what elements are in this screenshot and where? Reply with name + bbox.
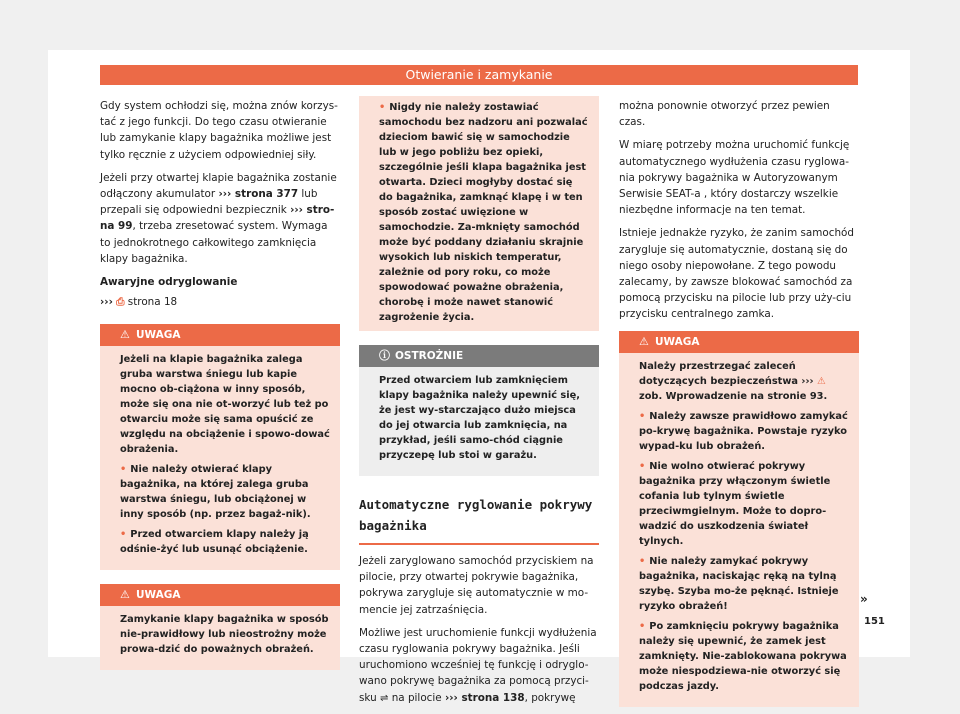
page-header: Otwieranie i zamykanie — [100, 65, 858, 85]
column-1 — [100, 98, 340, 670]
column-2 — [359, 98, 599, 714]
column-3 — [619, 98, 859, 707]
warning-triangle-icon: ⚠ — [120, 588, 130, 602]
warning-triangle-icon: ⚠ — [816, 375, 826, 387]
warning-continuation: • Nigdy nie należy zostawiać samochodu bez nadzoru ani pozwalać dzieciom bawić się w samochodzie lub w jego pobliżu bez opieki, szczególnie jeśli klapa bagażnika jest otwarta. Dzieci mogłyby dostać się do bagażnika, zamknąć klapę i w ten sposób zostać uwięzione w samochodzie. Za-mknięty samochód może być poddany działaniu skrajnie wysokich lub niskich temperatur, zależnie od pory roku, co może spowodować poważne obrażenia, chorobę i może nawet stanowić zagrożenie życia. — [359, 96, 599, 331]
paragraph: Możliwe jest uruchomienie funkcji wydłużenia czasu ryglowania pokrywy bagażnika. Jeśli uruchomiono wcześniej tę funkcję i odryglo-wano pokrywę bagażnika za pomocą przyci-sku ⇌ na pilocie ››› strona 138, pokrywę — [359, 626, 597, 704]
page-ref-link[interactable]: ››› strona 138 — [444, 691, 525, 704]
warning-header: ⚠ UWAGA — [100, 584, 340, 606]
caution-header: ⓘ OSTROŻNIE — [359, 345, 599, 367]
paragraph: Gdy system ochłodzi się, można znów korzys-tać z jego funkcji. Do tego czasu otwieranie lub zamykanie klapy bagażnika możliwe jest tylko ręcznie z użyciem odpowiedniej siły. — [100, 100, 338, 161]
page-number: 151 — [864, 616, 885, 627]
subheading: Awaryjne odryglowanie — [100, 276, 238, 289]
unlock-button-icon: ⇌ — [380, 692, 389, 704]
paragraph: można ponownie otworzyć przez pewien czas. — [619, 100, 830, 129]
page-ref-link[interactable]: ››› stro-na 99 — [100, 204, 335, 233]
page-ref-link[interactable]: ››› — [801, 375, 814, 387]
warning-header: ⚠ UWAGA — [619, 331, 859, 353]
warning-box: ⚠ UWAGA Należy przestrzegać zaleceń dotyczących bezpieczeństwa ››› ⚠ zob. Wprowadzenie na stronie 93. • Należy zawsze prawidłowo zamykać po-krywę bagażnika. Powstaje ryzyko wypad-ku lub obrażeń. • Nie wolno otwierać pokrywy bagażnika przy włączonym świetle cofania lub tylnym świetle przeciwmgielnym. Może to dopro-wadzić do uszkodzenia świateł tylnych. • Nie należy zamykać pokrywy bagażnika, naciskając ręką na tylną szybę. Szyba mo-że pęknąć. Istnieje ryzyko obrażeń! • Po zamknięciu pokrywy bagażnika należy się upewnić, że zamek jest zamknięty. Nie-zablokowana pokrywa może niespodziewa-nie otworzyć się podczas jazdy. — [619, 331, 859, 707]
paragraph: W miarę potrzeby można uruchomić funkcję automatycznego wydłużenia czasu ryglowa-nia pokrywy bagażnika w Autoryzowanym Serwisie SEAT-a , który dostarczy wszelkie niezbędne informacje na ten temat. — [619, 139, 850, 217]
ref-line[interactable]: ››› ⎙ strona 18 — [100, 296, 178, 309]
warning-box: ⚠ UWAGA Jeżeli na klapie bagażnika zalega gruba warstwa śniegu lub kapie mocno ob-ciążona w inny sposób, może się ona nie ot-worzyć lub też po otwarciu może się sama opuścić ze względu na obciążenie i spowo-dować obrażenia. • Nie należy otwierać klapy bagażnika, na której zalega gruba warstwa śniegu, lub obciążonej w inny sposób (np. przez bagaż-nik). • Przed otwarciem klapy należy ją odśnie-żyć lub usunąć obciążenie. — [100, 324, 340, 570]
info-circle-icon: ⓘ — [379, 349, 390, 362]
car-trunk-icon: ⎙ — [116, 296, 125, 309]
warning-header: ⚠ UWAGA — [100, 324, 340, 346]
warning-triangle-icon: ⚠ — [120, 328, 130, 342]
paragraph: Istnieje jednakże ryzyko, że zanim samochód zarygluje się automatycznie, dostaną się do niego osoby niepowołane. Z tego powodu zalecamy, by zawsze blokować samochód za pomocą przycisku na pilocie lub przy uży-ciu przycisku centralnego zamka. — [619, 227, 855, 321]
continued-marker: » — [860, 592, 868, 606]
page-ref-link[interactable]: ››› strona 377 — [218, 188, 299, 201]
warning-box: ⚠ UWAGA Zamykanie klapy bagażnika w sposób nie-prawidłowy lub nieostrożny może prowa-dzić do poważnych obrażeń. — [100, 584, 340, 670]
warning-triangle-icon: ⚠ — [639, 334, 649, 348]
caution-box: ⓘ OSTROŻNIE Przed otwarciem lub zamknięciem klapy bagażnika należy upewnić się, że jest wy-starczająco dużo miejsca do jej otwarcia lub zamknięcia, na przykład, jeśli samo-chód ciągnie przyczepę lub stoi w garażu. — [359, 345, 599, 476]
section-title: Automatyczne ryglowanie pokrywy bagażnika — [359, 494, 599, 545]
paragraph: Jeżeli zaryglowano samochód przyciskiem na pilocie, przy otwartej pokrywie bagażnika, pokrywa zarygluje się automatycznie w mo-mencie jej zatrzaśnięcia. — [359, 555, 594, 616]
paragraph: Jeżeli przy otwartej klapie bagażnika zostanie odłączony akumulator ››› strona 377 lub przepali się odpowiedni bezpiecznik ››› stro-na 99, trzeba zresetować system. Wymaga to jednokrotnego całkowitego zamknięcia klapy bagażnika. — [100, 171, 337, 265]
